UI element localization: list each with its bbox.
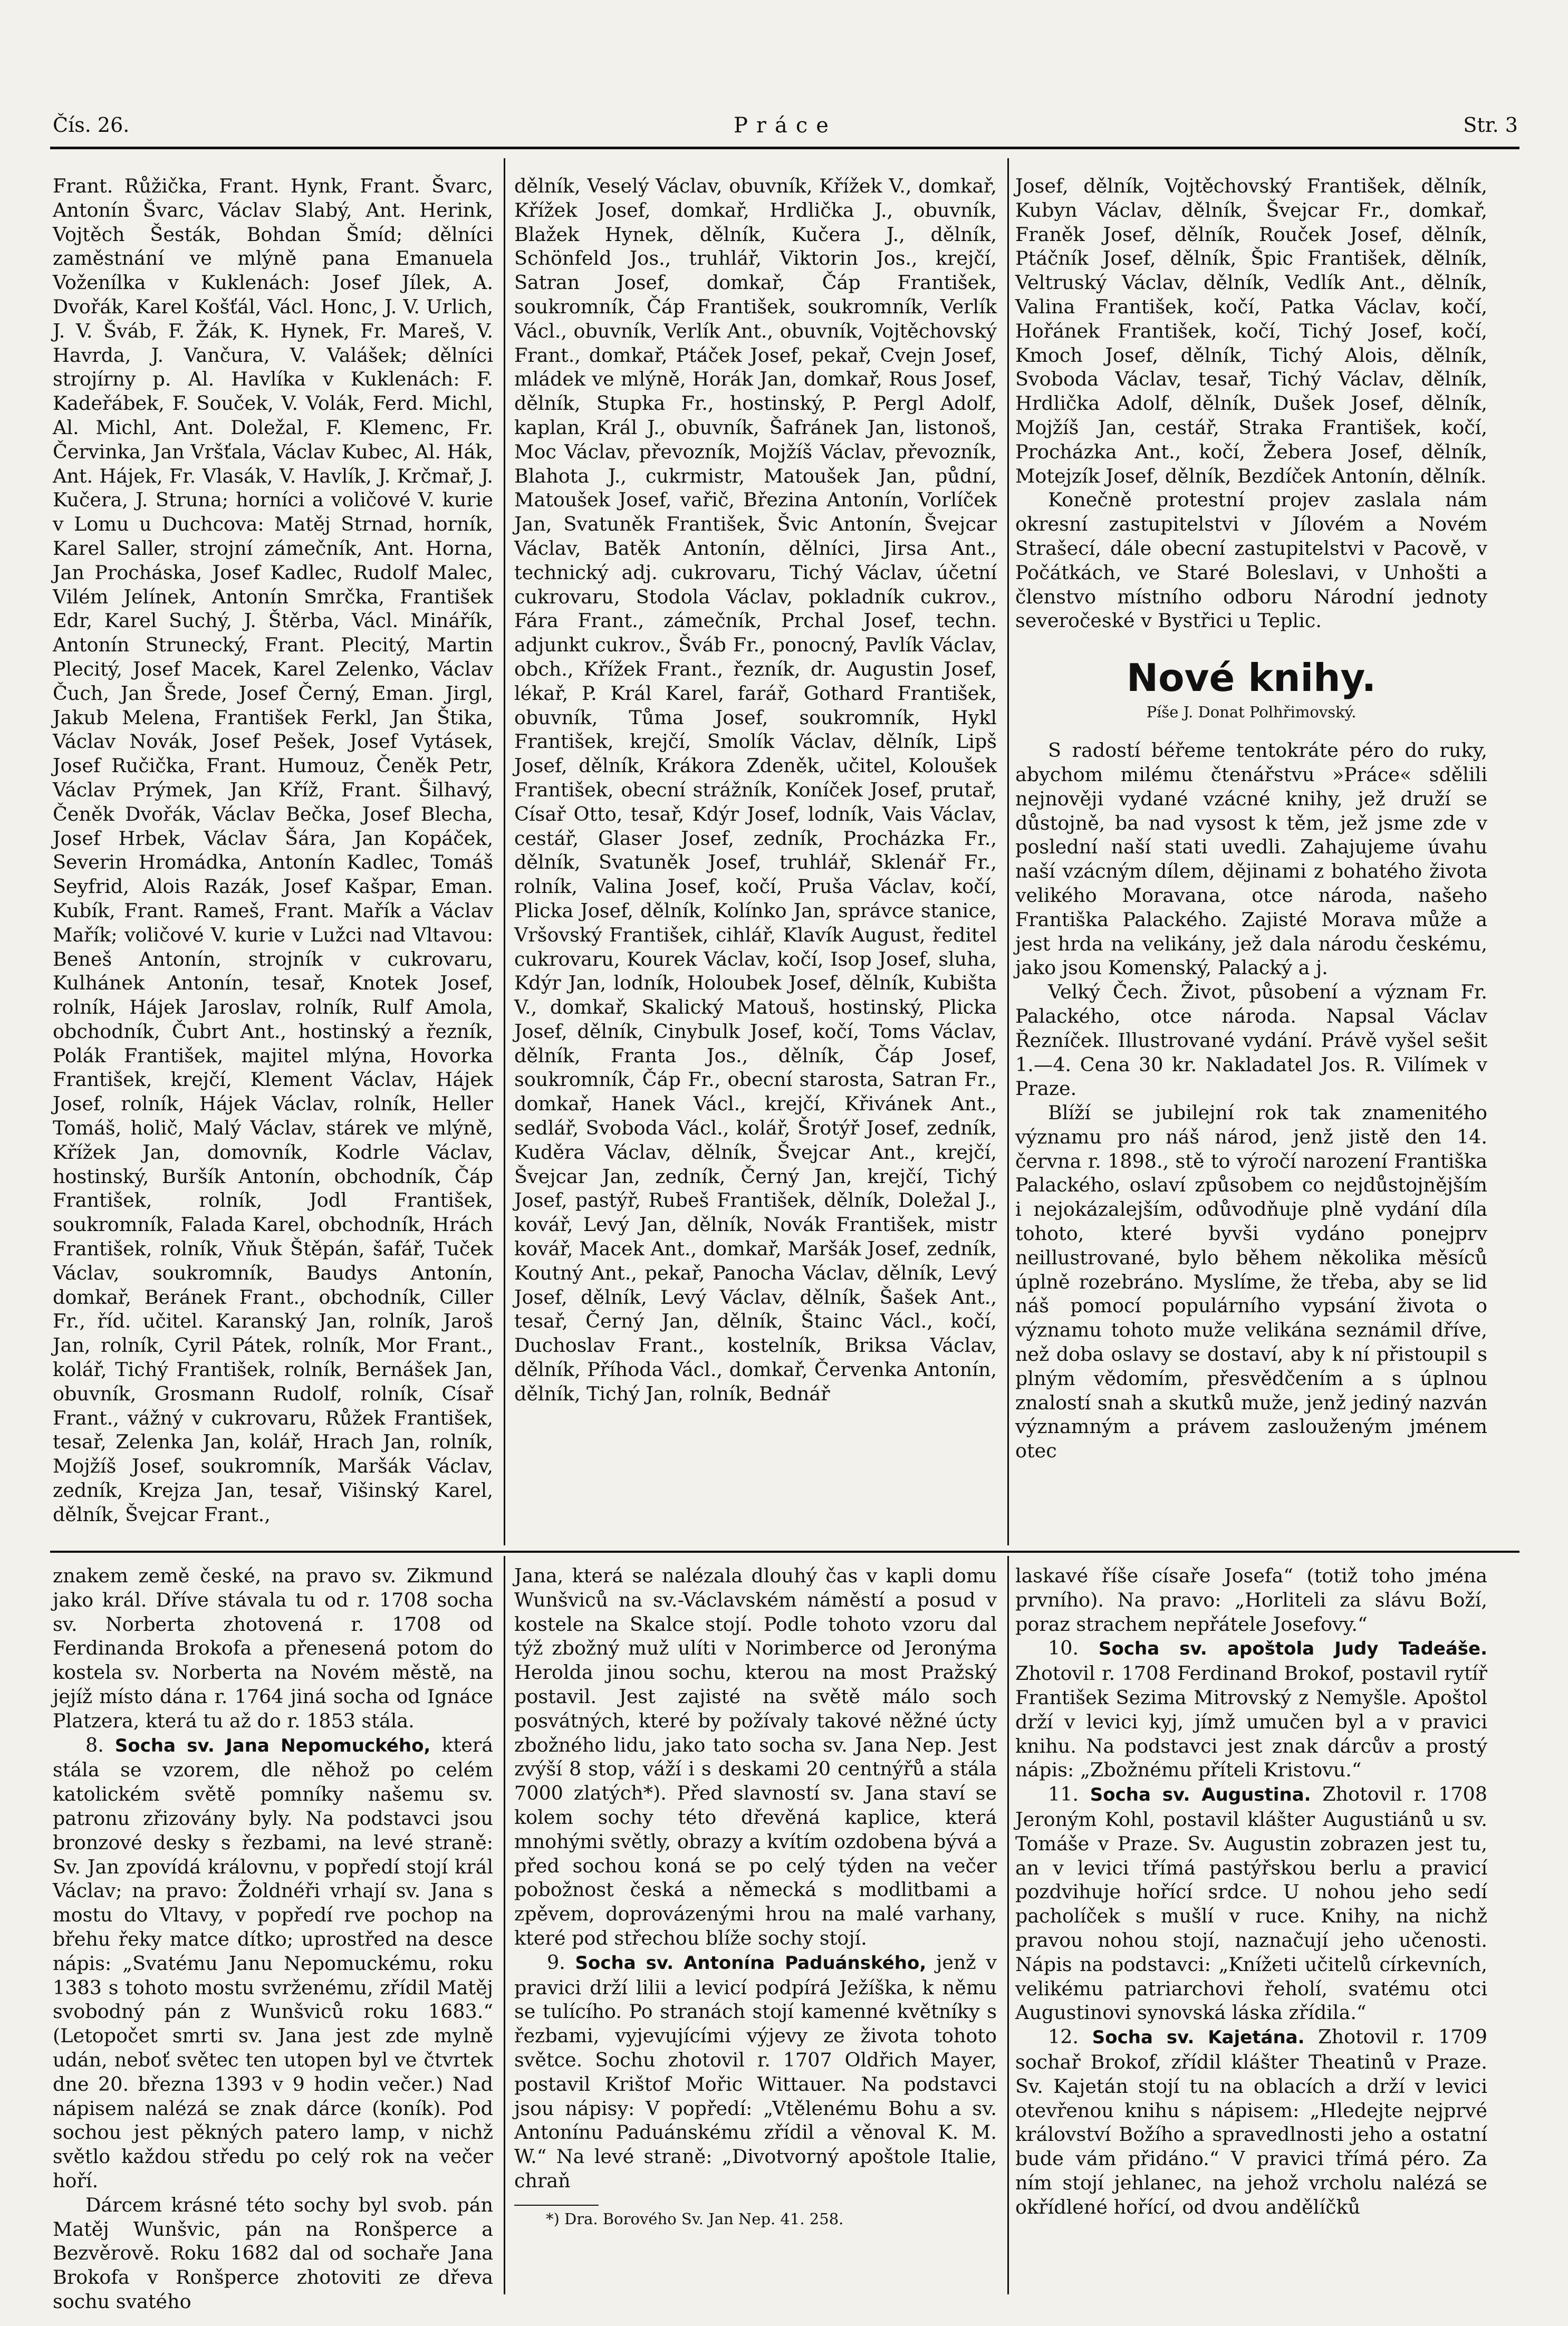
statue-8-text: která stála se vzorem, dle něhož po celém katolickém světě pomníky našemu sv. patronu zřizovány byly. Na podstavci jsou bronzové desky s řezbami, na levé straně: Sv. Jan zpovídá královnu, v popředí stojí král Václav; na pravo: Žoldnéři vrhají sv. Jana s mostu do Vltavy, v popředí rve pochop na břehu řeky matce dítko; uprostřed na desce nápis: „Svatému Janu Nepomuckému, roku 1383 s tohoto mostu svrženému, zřídil Matěj svobodný pán z Wunšviců roku 1683.“ (Letopočet smrti sv. Jana jest zde mylně udán, neboť světec ten utopen byl ve čtvrtek dne 20. března 1393 v 9 hodin večer.) Nad nápisem nalézá se znak dárce (koník). Pod sochou jest pěkných patero lamp, v nichž světlo každou středu po celý rok na večer hoří. [53,1733,494,2192]
statue-10-heading: Socha sv. apoštola Judy Tadeáše. [1098,1638,1487,1660]
section-rule [50,1551,1519,1553]
statue-12-paragraph [1015,2025,1487,2219]
statue-jan-continued: Jana, která se nalézala dlouhý čas v kapli domu Wunšviců na sv.-Václavském náměstí a posud v kostele na Skalce stojí. Podle tohoto vzoru dal týž zbožný muž ulíti v Norimberce od Jeronýma Herolda jinou sochu, kterou na most Pražský postavil. Jest zajisté na světě málo soch posvátných, které by požívaly takové něžné úcty zbožného lidu, jako tato socha sv. Jana Nep. Jest zvýší 8 stop, váží i s deskami 20 centnýřů a stála 7000 zlatých*). Před slavností sv. Jana staví se kolem sochy této dřevěná kaplice, která mnohými světly, obrazy a kvítím ozdobena bývá a před sochou koná se po celý týden na večer pobožnost česká a německá s modlitbami a zpěvem, doprovázenými hrou na malé varhany, které pod střechou blíže sochy stojí. [514,1564,997,1949]
statue-9-paragraph [514,1950,997,2193]
names-list-3: Josef, dělník, Vojtěchovský František, dělník, Kubyn Václav, dělník, Švejcar Fr., domkař, Franěk Josef, dělník, Rouček Josef, dělník, Ptáčník Josef, dělník, Špic František, dělník, Veltruský Václav, dělník, Vedlík Ant., dělník, Valina František, kočí, Patka Václav, kočí, Hořánek František, kočí, Tichý Josef, kočí, Kmoch Josef, dělník, Tichý Alois, dělník, Svoboda Václav, tesař, Tichý Václav, dělník, Hrdlička Adolf, dělník, Dušek Josef, dělník, Mojžíš Jan, cestář, Straka František, kočí, Procházka Ant., kočí, Žebera Josef, dělník, Motejzík Josef, dělník, Bezdíček Antonín, dělník. [1015,175,1487,487]
statue-11-heading: Socha sv. Augustina. [1090,1784,1311,1806]
footnote: *) Dra. Borového Sv. Jan Nep. 41. 258. [546,2209,844,2228]
top-column-1 [53,174,493,1545]
column-divider [504,1556,505,2294]
statue-10-paragraph [1015,1636,1487,1782]
issue-number: Čís. 26. [53,113,130,137]
statue-12-heading: Socha sv. Kajetána. [1092,2027,1305,2049]
names-list-2: dělník, Veselý Václav, obuvník, Křížek V., domkař, Křížek Josef, domkař, Hrdlička J., obuvník, Blažek Hynek, dělník, Kučera J., dělník, Schönfeld Jos., truhlář, Viktorin Jos., krejčí, Satran Josef, domkař, Čáp František, soukromník, Čáp František, soukromník, Verlík Václ., obuvník, Verlík Ant., obuvník, Vojtěchovský Frant., domkař, Ptáček Josef, pekař, Cvejn Josef, mládek ve mlýně, Horák Jan, domkař, Rous Josef, dělník, Stupka Fr., hostinský, P. Pergl Adolf, kaplan, Král J., obuvník, Šafránek Jan, listonoš, Moc Václav, převozník, Mojžíš Václav, převozník, Blahota J., cukrmistr, Matoušek Jan, půdní, Matoušek Josef, vařič, Březina Antonín, Vorlíček Jan, Svatuněk František, Švic Antonín, Švejcar Václav, Batěk Antonín, dělníci, Jirsa Ant., technický adj. cukrovaru, Tichý Václav, účetní cukrovaru, Stodola Václav, pokladník cukrov., Fára Frant., zámečník, Prchal Josef, techn. adjunkt cukrov., Šváb Fr., ponocný, Pavlík Václav, obch., Křížek Frant., řezník, dr. Augustin Josef, lékař, P. Král Karel, farář, Gothard František, obuvník, Tůma Josef, soukromník, Hykl František, krejčí, Smolík Václav, dělník, Lipš Josef, dělník, Krákora Zdeněk, učitel, Koloušek František, obecní strážník, Koníček Josef, prutař, Císař Otto, tesař, Kdýr Josef, lodník, Vais Václav, cestář, Glaser Josef, zedník, Procházka Fr., dělník, Svatuněk Josef, truhlář, Sklenář Fr., rolník, Valina Josef, kočí, Pruša Václav, kočí, Plicka Josef, dělník, Kolínko Jan, správce stanice, Vršovský František, cihlář, Klavík August, ředitel cukrovaru, Kourek Václav, kočí, Isop Josef, sluha, Kdýr Jan, lodník, Holoubek Josef, dělník, Kubišta V., domkař, Skalický Matouš, hostinský, Plicka Josef, dělník, Cinybulk Josef, kočí, Toms Václav, dělník, Franta Jos., dělník, Čáp Josef, soukromník, Čáp Fr., obecní starosta, Satran Fr., domkař, Hanek Václ., krejčí, Křivánek Ant., sedlář, Svoboda Václ., kolář, Šrotýř Josef, zedník, Kuděra Václav, dělník, Švejcar Ant., krejčí, Švejcar Jan, zedník, Černý Jan, krejčí, Tichý Josef, pastýř, Rubeš František, dělník, Doležal J., kovář, Levý Jan, dělník, Novák František, mistr kovář, Macek Ant., domkař, Maršák Josef, zedník, Koutný Ant., pekař, Panocha Václav, dělník, Levý Josef, dělník, Levý Václav, dělník, Šašek Ant., tesař, Černý Jan, dělník, Štainc Václ., kočí, Duchoslav Frant., kostelník, Briksa Václav, dělník, Příhoda Václ., domkař, Červenka Antonín, dělník, Tichý Jan, rolník, Bednář [514,175,997,1405]
page-header [53,113,1518,145]
statue-9-number: 9. [547,1950,565,1974]
statue-10-text: Zhotovil r. 1708 Ferdinand Brokof, postavil rytíř František Sezima Mitrovský z Nemyšle. Apoštol drží v levici kyj, jímž umučen byl a v pravici knihu. Na podstavci jest znak dárcův a prostý nápis: „Zbožnému příteli Kristovu.“ [1015,1662,1487,1782]
statue-11-number: 11. [1048,1783,1079,1806]
top-column-2 [514,174,997,1545]
header-rule [50,147,1519,149]
bottom-column-3 [1015,1564,1487,2292]
page-number: Str. 3 [1463,113,1518,137]
statue-8-number: 8. [85,1733,104,1756]
bottom-column-2 [514,1564,997,2292]
statue-9-heading: Socha sv. Antonína Paduánského, [575,1952,927,1974]
newspaper-title: Práce [734,113,837,138]
statue-11-paragraph [1015,1782,1487,2025]
donor-paragraph: Dárcem krásné této sochy byl svob. pán Matěj Wunšvic, pán na Ronšperce a Bezvěrově. Roku 1682 dal od sochaře Jana Brokofa v Ronšperce zhotoviti ze dřeva sochu svatého [53,2193,493,2313]
books-paragraph-3: Blíží se jubilejní rok tak znamenitého významu pro náš národ, jenž jistě den 14. června r. 1898., stě to výročí narození Františka Palackého, oslaví způsobem co nejdůstojnějším i nejokázalejším, odůvodňuje plně vydání díla tohoto, které byvši vydáno ponejprv neillustrované, bylo během několika měsíců úplně rozebráno. Myslíme, že třeba, aby se lid náš pomocí populárního vypsání života o významu tohoto muže velikána seznámil dříve, než doba oslavy se dostaví, aby k ní přistoupil s plným vědomím, přesvědčením a s úplnou znalostí snah a skutků muže, jenž jediný nazván významným a právem zaslouženým jménem otec [1015,1101,1487,1463]
statue-12-number: 12. [1048,2025,1079,2049]
bottom-column-1 [53,1564,494,2313]
column-divider [1007,1556,1009,2294]
footnote-rule [514,2205,599,2206]
column-divider [504,158,505,1545]
names-list-1: Frant. Růžička, Frant. Hynk, Frant. Švarc, Antonín Švarc, Václav Slabý, Ant. Herink, Vojtěch Šesták, Bohdan Šmíd; dělníci zaměstnání ve mlýně pana Emanuela Voženílka v Kuklenách: Josef Jílek, A. Dvořák, Karel Košťál, Václ. Honc, J. V. Urlich, J. V. Šváb, F. Žák, K. Hynek, Fr. Mareš, V. Havrda, J. Vančura, V. Valášek; dělníci strojírny p. Al. Havlíka v Kuklenách: F. Kadeřábek, F. Souček, V. Volák, Ferd. Michl, Al. Michl, Ant. Doležal, F. Klemenc, Fr. Červinka, Jan Vršťala, Václav Kubec, Al. Hák, Ant. Hájek, Fr. Vlasák, V. Havlík, J. Krčmař, J. Kučera, J. Struna; horníci a voličové V. kurie v Lomu u Duchcova: Matěj Strnad, horník, Karel Saller, strojní zámečník, Ant. Horna, Jan Procháska, Josef Kadlec, Rudolf Malec, Vilém Jelínek, Antonín Smrčka, František Edr, Karel Suchý, J. Štěrba, Václ. Minářík, Antonín Strunecký, Frant. Plecitý, Martin Plecitý, Josef Macek, Karel Zelenko, Václav Čuch, Jan Šrede, Josef Černý, Eman. Jirgl, Jakub Melena, František Ferkl, Jan Štika, Václav Novák, Josef Pešek, Josef Vytásek, Josef Ručička, Frant. Humouz, Čeněk Petr, Václav Prýmek, Jan Kříž, Frant. Šilhavý, Čeněk Dvořák, Václav Bečka, Josef Blecha, Josef Hrbek, Václav Šára, Jan Kopáček, Severin Hromádka, Antonín Kadlec, Tomáš Seyfrid, Alois Razák, Josef Kašpar, Eman. Kubík, Frant. Rameš, Frant. Mařík a Václav Mařík; voličové V. kurie v Lužci nad Vltavou: Beneš Antonín, strojník v cukrovaru, Kulhánek Antonín, tesař, Knotek Josef, rolník, Hájek Jaroslav, rolník, Rulf Amola, obchodník, Čubrt Ant., hostinský a řezník, Polák František, majitel mlýna, Hovorka František, krejčí, Klement Václav, Hájek Josef, rolník, Hájek Václav, rolník, Heller Tomáš, holič, Malý Václav, stárek ve mlýně, Křížek Jan, domovník, Kodrle Václav, hostinský, Buršík Antonín, obchodník, Čáp František, rolník, Jodl František, soukromník, Falada Karel, obchodník, Hrách František, rolník, Vňuk Štěpán, šafář, Tuček Václav, soukromník, Baudys Antonín, domkař, Beránek Frant., obchodník, Ciller Fr., říd. učitel. Karanský Jan, rolník, Jaroš Jan, rolník, Cyril Pátek, rolník, Mor Frant., kolář, Tichý František, rolník, Bernášek Jan, obuvník, Grosmann Rudolf, rolník, Císař Frant., vážný v cukrovaru, Růžek František, tesař, Zelenka Jan, kolář, Hrach Jan, rolník, Mojžíš Josef, soukromník, Maršák Václav, zedník, Krejza Jan, tesař, Višinský Karel, dělník, Švejcar Frant., [53,175,493,1526]
statue-10-number: 10. [1048,1637,1079,1660]
books-paragraph-2: Velký Čech. Život, působení a význam Fr. Palackého, otce národa. Napsal Václav Řezníček. Illustrované vydání. Právě vyšel sešit 1.—4. Cena 30 kr. Nakladatel Jos. R. Vilímek v Praze. [1015,981,1487,1100]
statue-8-heading: Socha sv. Jana Nepomuckého, [114,1735,431,1756]
section-author: Píše J. Donat Polhřimovský. [1146,703,1357,722]
top-column-3 [1015,174,1487,1545]
statue-11-text: Zhotovil r. 1708 Jeroným Kohl, postavil klášter Augustiánů u sv. Tomáše v Praze. Sv. Augustin zobrazen jest tu, an v levici třímá pastýřskou berlu a pravicí pozdvihuje hořící srdce. U nohou jeho sedí pacholíček s mušlí v ruce. Knihy, na nichž pravou nohou stojí, naznačují jeho učenosti. Nápis na podstavci: „Knížeti učitelů církevních, velikému patriarchovi řeholí, svatému otci Augustinovi synovská láska zřídila.“ [1015,1783,1487,2024]
column-divider [1007,158,1009,1545]
statue-12-text: Zhotovil r. 1709 sochař Brokof, zřídil klášter Theatinů v Praze. Sv. Kajetán stojí tu na oblacích a drží v levici otevřenou knihu s nápisem: „Hledejte nejprvé království Božího a spravedlnosti jeho a ostatní bude vám přidáno.“ V pravici třímá péro. Za ním stojí jehlanec, na jehož vrcholu nalézá se okřídlené hořící, od dvou andělíčků [1015,2025,1487,2218]
protest-paragraph: Konečně protestní projev zaslala nám okresní zastupitelstvi v Jílovém a Novém Strašecí, dále obecní zastupitelstvi v Pacově, v Počátkách, ve Staré Boleslavi, v Unhošti a členstvo místního odboru Národní jednoty severočeské v Bystřici u Teplic. [1015,488,1487,632]
statue-9-text: jenž v pravici drží lilii a levicí podpírá Ježíška, k němu se tulícího. Po stranách stojí kamenné květníky s řezbami, vyjevujícími výjevy ze života tohoto světce. Sochu zhotovil r. 1707 Oldřich Mayer, postavil Krištof Mořic Wittauer. Na podstavci jsou nápisy: V popředí: „Vtělenému Bohu a sv. Antonínu Paduánskému zřídil a věnoval K. M. W.“ Na levé straně: „Divotvorný apoštole Italie, chraň [514,1950,997,2192]
section-title: Nové knihy. [1126,656,1377,700]
books-paragraph-1: S radostí béřeme tentokráte péro do ruky, abychom milému čtenářstvu »Práce« sdělili nejnověji vydané vzácné knihy, jež druží se důstojně, ba nad vysost k těm, jež jsme zde v poslední naší stati uvedli. Zahajujeme úvahu naší vzácným dílem, dějinami z bohatého života velikého Moravana, otce národa, našeho Františka Palackého. Zajisté Morava může a jest hrda na velikány, jež dala národu českému, jako jsou Komenský, Palacký a j. [1015,739,1487,979]
statue-9-continued: laskavé říše císaře Josefa“ (totiž toho jména prvního). Na pravo: „Horliteli za slávu Boží, poraz strachem nepřátele Josefovy.“ [1015,1564,1487,1636]
statue-8-paragraph [53,1733,493,2193]
statue-paragraph-1: znakem země české, na pravo sv. Zikmund jako král. Dříve stávala tu od r. 1708 socha sv. Norberta zhotovená r. 1708 od Ferdinanda Brokofa a přenesená potom do kostela sv. Norberta na Novém městě, na jejíž místo dána r. 1764 jiná socha od Ignáce Platzera, která tu až do r. 1853 stála. [53,1564,493,1732]
